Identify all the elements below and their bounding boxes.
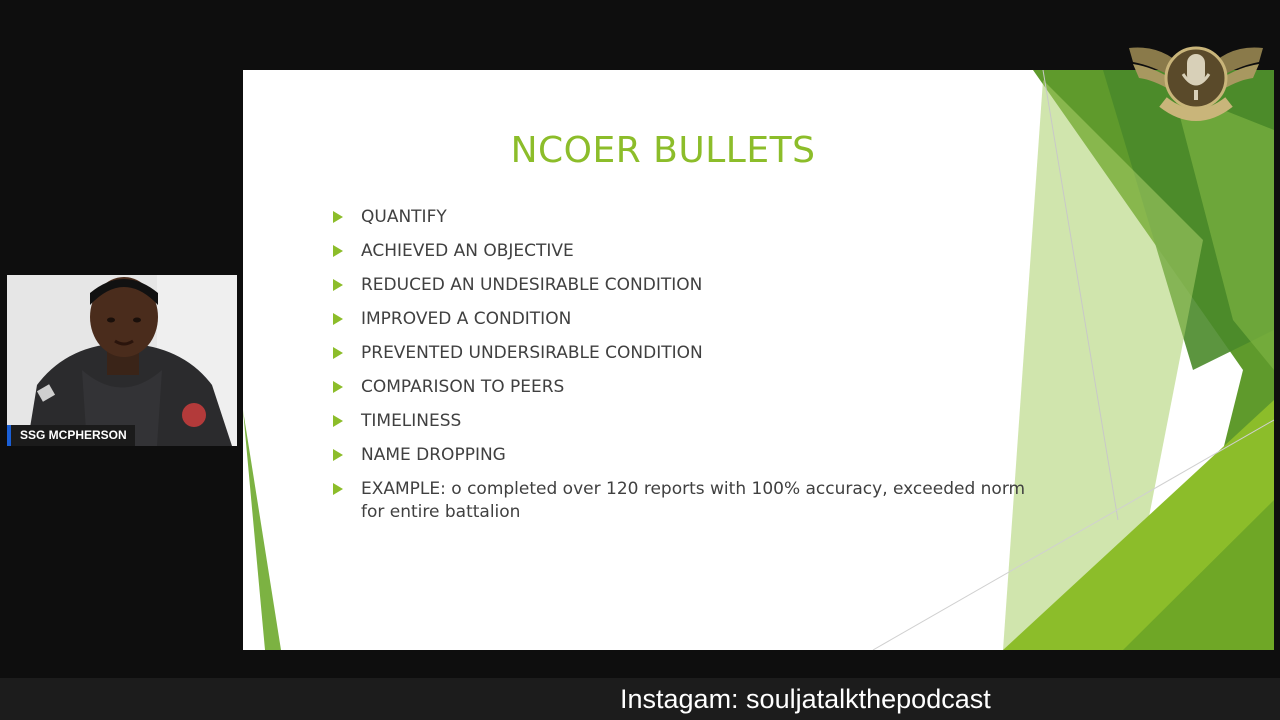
bullet-item bbox=[333, 240, 1033, 263]
bullet-item bbox=[333, 444, 1033, 467]
bullet-text: PREVENTED UNDERSIRABLE CONDITION bbox=[361, 343, 703, 363]
bullet-item bbox=[333, 376, 1033, 399]
bullet-arrow-icon bbox=[333, 245, 343, 257]
bullet-arrow-icon bbox=[333, 347, 343, 359]
bullet-text: COMPARISON TO PEERS bbox=[361, 377, 565, 397]
bullet-text: ACHIEVED AN OBJECTIVE bbox=[361, 241, 574, 261]
instagram-caption: Instagam: souljatalkthepodcast bbox=[620, 684, 991, 714]
bullet-text: QUANTIFY bbox=[361, 207, 447, 227]
slide-title: NCOER BULLETS bbox=[510, 130, 816, 171]
bullet-arrow-icon bbox=[333, 483, 343, 495]
presentation-slide bbox=[243, 70, 1274, 650]
bullet-item bbox=[333, 206, 1033, 229]
bullet-list bbox=[333, 206, 1033, 535]
bullet-arrow-icon bbox=[333, 279, 343, 291]
bullet-arrow-icon bbox=[333, 313, 343, 325]
bullet-arrow-icon bbox=[333, 381, 343, 393]
bullet-arrow-icon bbox=[333, 211, 343, 223]
presenter-avatar bbox=[7, 275, 237, 446]
bullet-item bbox=[333, 410, 1033, 433]
bullet-text: IMPROVED A CONDITION bbox=[361, 309, 572, 329]
bullet-text: NAME DROPPING bbox=[361, 445, 506, 465]
bullet-arrow-icon bbox=[333, 415, 343, 427]
bullet-item bbox=[333, 308, 1033, 331]
bullet-text: REDUCED AN UNDESIRABLE CONDITION bbox=[361, 275, 703, 295]
webcam-video-feed bbox=[7, 275, 237, 446]
bullet-text: TIMELINESS bbox=[361, 411, 462, 431]
bullet-arrow-icon bbox=[333, 449, 343, 461]
presenter-name-tag: SSG MCPHERSON bbox=[7, 425, 135, 446]
bullet-text: EXAMPLE: o completed over 120 reports with 100% accuracy, exceeded norm for entire battalion bbox=[361, 479, 1026, 522]
bullet-item bbox=[333, 478, 1033, 524]
podcast-logo bbox=[1125, 36, 1267, 128]
bullet-item bbox=[333, 342, 1033, 365]
bullet-item bbox=[333, 274, 1033, 297]
